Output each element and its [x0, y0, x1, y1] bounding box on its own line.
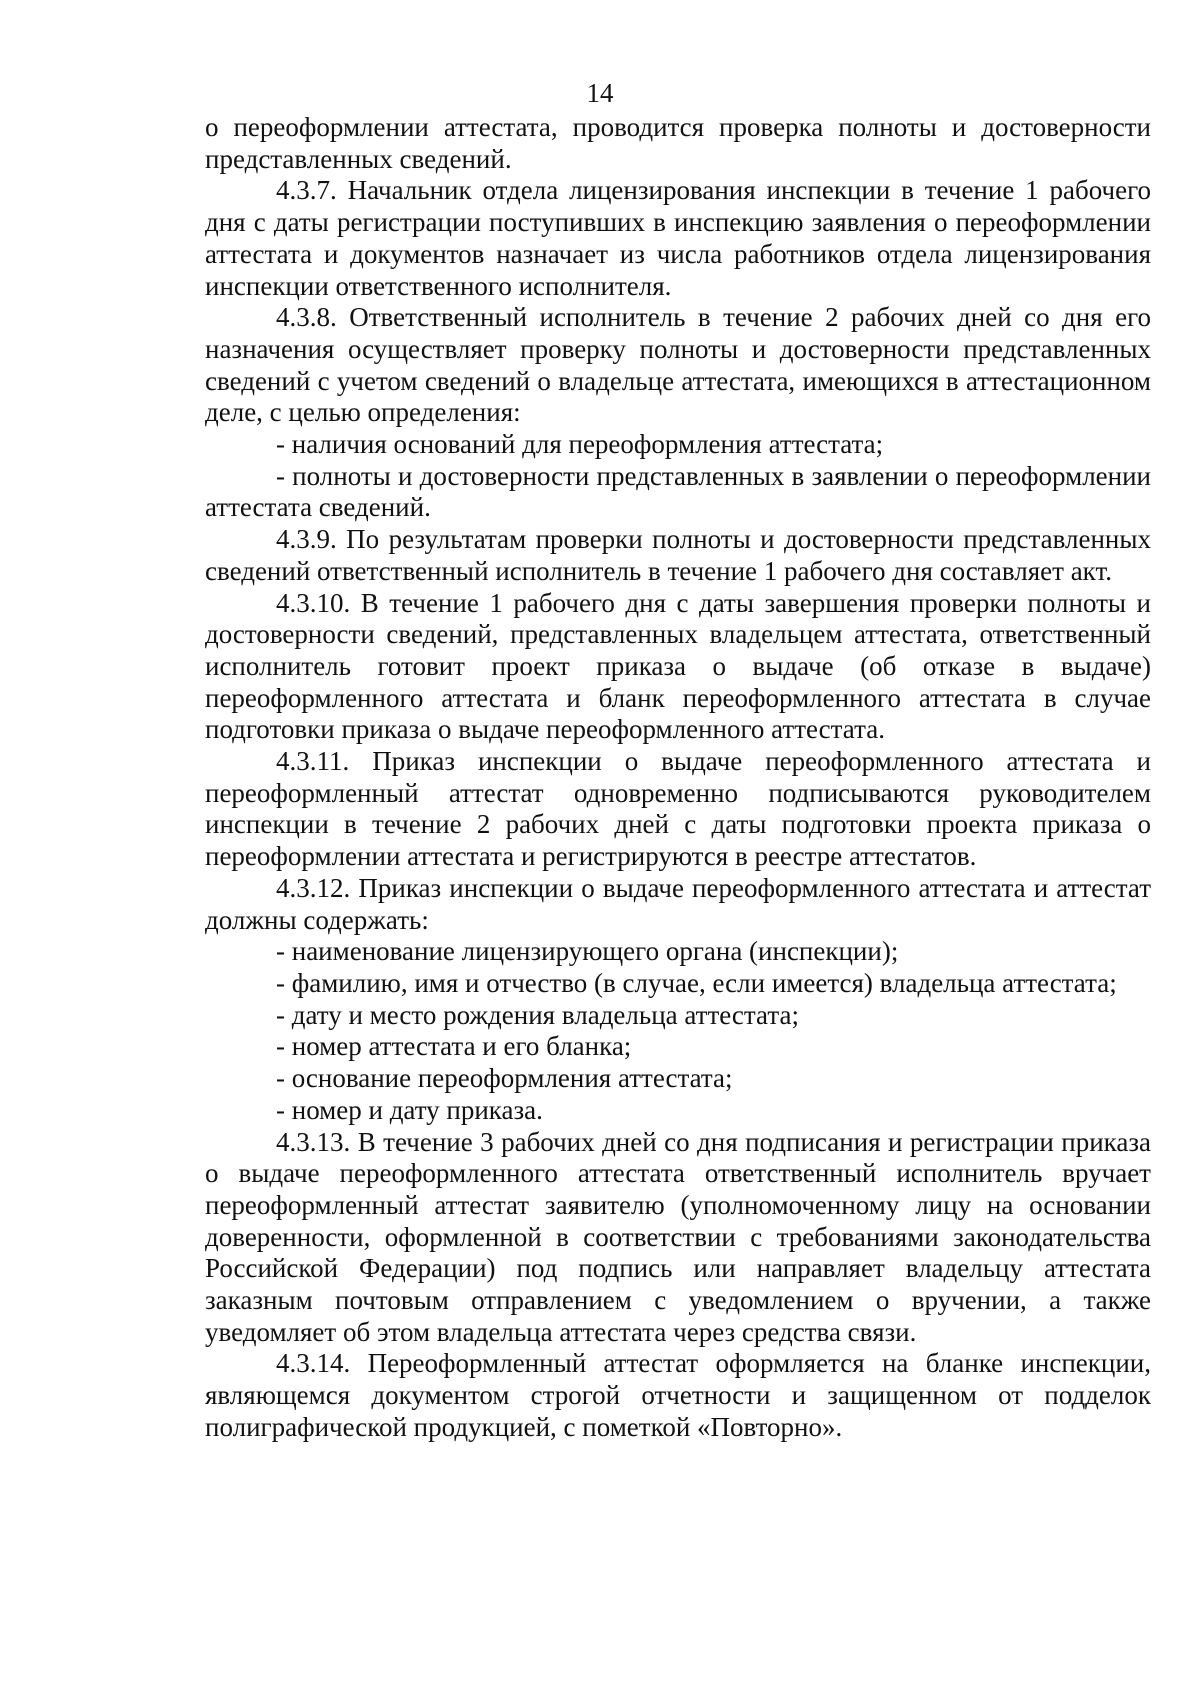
list-item: - полноты и достоверности представленных в заявлении о переоформлении аттестата сведений. [205, 460, 1151, 523]
paragraph-continuation: о переоформлении аттестата, проводится проверка полноты и достоверности представленных сведений. [205, 112, 1151, 174]
paragraph-4-3-9: 4.3.9. По результатам проверки полноты и достоверности представленных сведений ответственный исполнитель в течение 1 рабочего дня составляет акт. [205, 524, 1151, 586]
paragraph-4-3-14: 4.3.14. Переоформленный аттестат оформляется на бланке инспекции, являющемся документом строгой отчетности и защищенном от подделок полиграфической продукцией, с пометкой «Повторно». [205, 1348, 1151, 1442]
list-item: - основание переоформления аттестата; [276, 1063, 733, 1094]
list-item: - дату и место рождения владельца аттестата; [276, 999, 799, 1030]
paragraph-4-3-10: 4.3.10. В течение 1 рабочего дня с даты завершения проверки полноты и достоверности сведений, представленных владельцем аттестата, ответственный исполнитель готовит проект приказа о выдаче (об отказе в выдаче) переоформленного аттестата и бланк переоформленного аттестата в случае подготовки приказа о выдаче переоформленного аттестата. [205, 587, 1151, 745]
list-item: - наличия оснований для переоформления аттестата; [276, 429, 884, 460]
paragraph-4-3-12: 4.3.12. Приказ инспекции о выдаче переоформленного аттестата и аттестат должны содержать: [205, 872, 1151, 935]
list-item: - номер и дату приказа. [276, 1094, 543, 1125]
document-body [205, 112, 1151, 1444]
paragraph-4-3-8: 4.3.8. Ответственный исполнитель в течение 2 рабочих дней со дня его назначения осуществляет проверку полноты и достоверности представленных сведений с учетом сведений о владельце аттестата, имеющихся в аттестационном деле, с целью определения: [205, 302, 1151, 428]
list-item: - фамилию, имя и отчество (в случае, если имеется) владельца аттестата; [276, 967, 1117, 998]
page-number: 14 [586, 78, 614, 108]
list-item: - наименование лицензирующего органа (инспекции); [276, 936, 899, 967]
list-item: - номер аттестата и его бланка; [276, 1031, 632, 1062]
paragraph-4-3-11: 4.3.11. Приказ инспекции о выдаче переоформленного аттестата и переоформленный аттестат одновременно подписываются руководителем инспекции в течение 2 рабочих дней с даты подготовки проекта приказа о переоформлении аттестата и регистрируются в реестре аттестатов. [205, 746, 1151, 872]
paragraph-4-3-13: 4.3.13. В течение 3 рабочих дней со дня подписания и регистрации приказа о выдаче переоформленного аттестата ответственный исполнитель вручает переоформленный аттестат заявителю (уполномоченному лицу на основании доверенности, оформленной в соответствии с требованиями законодательства Российской Федерации) под подпись или направляет владельцу аттестата заказным почтовым отправлением с уведомлением о вручении, а также уведомляет об этом владельца аттестата через средства связи. [205, 1126, 1151, 1347]
paragraph-4-3-7: 4.3.7. Начальник отдела лицензирования инспекции в течение 1 рабочего дня с даты регистрации поступивших в инспекцию заявления о переоформлении аттестата и документов назначает из числа работников отдела лицензирования инспекции ответственного исполнителя. [205, 175, 1151, 301]
